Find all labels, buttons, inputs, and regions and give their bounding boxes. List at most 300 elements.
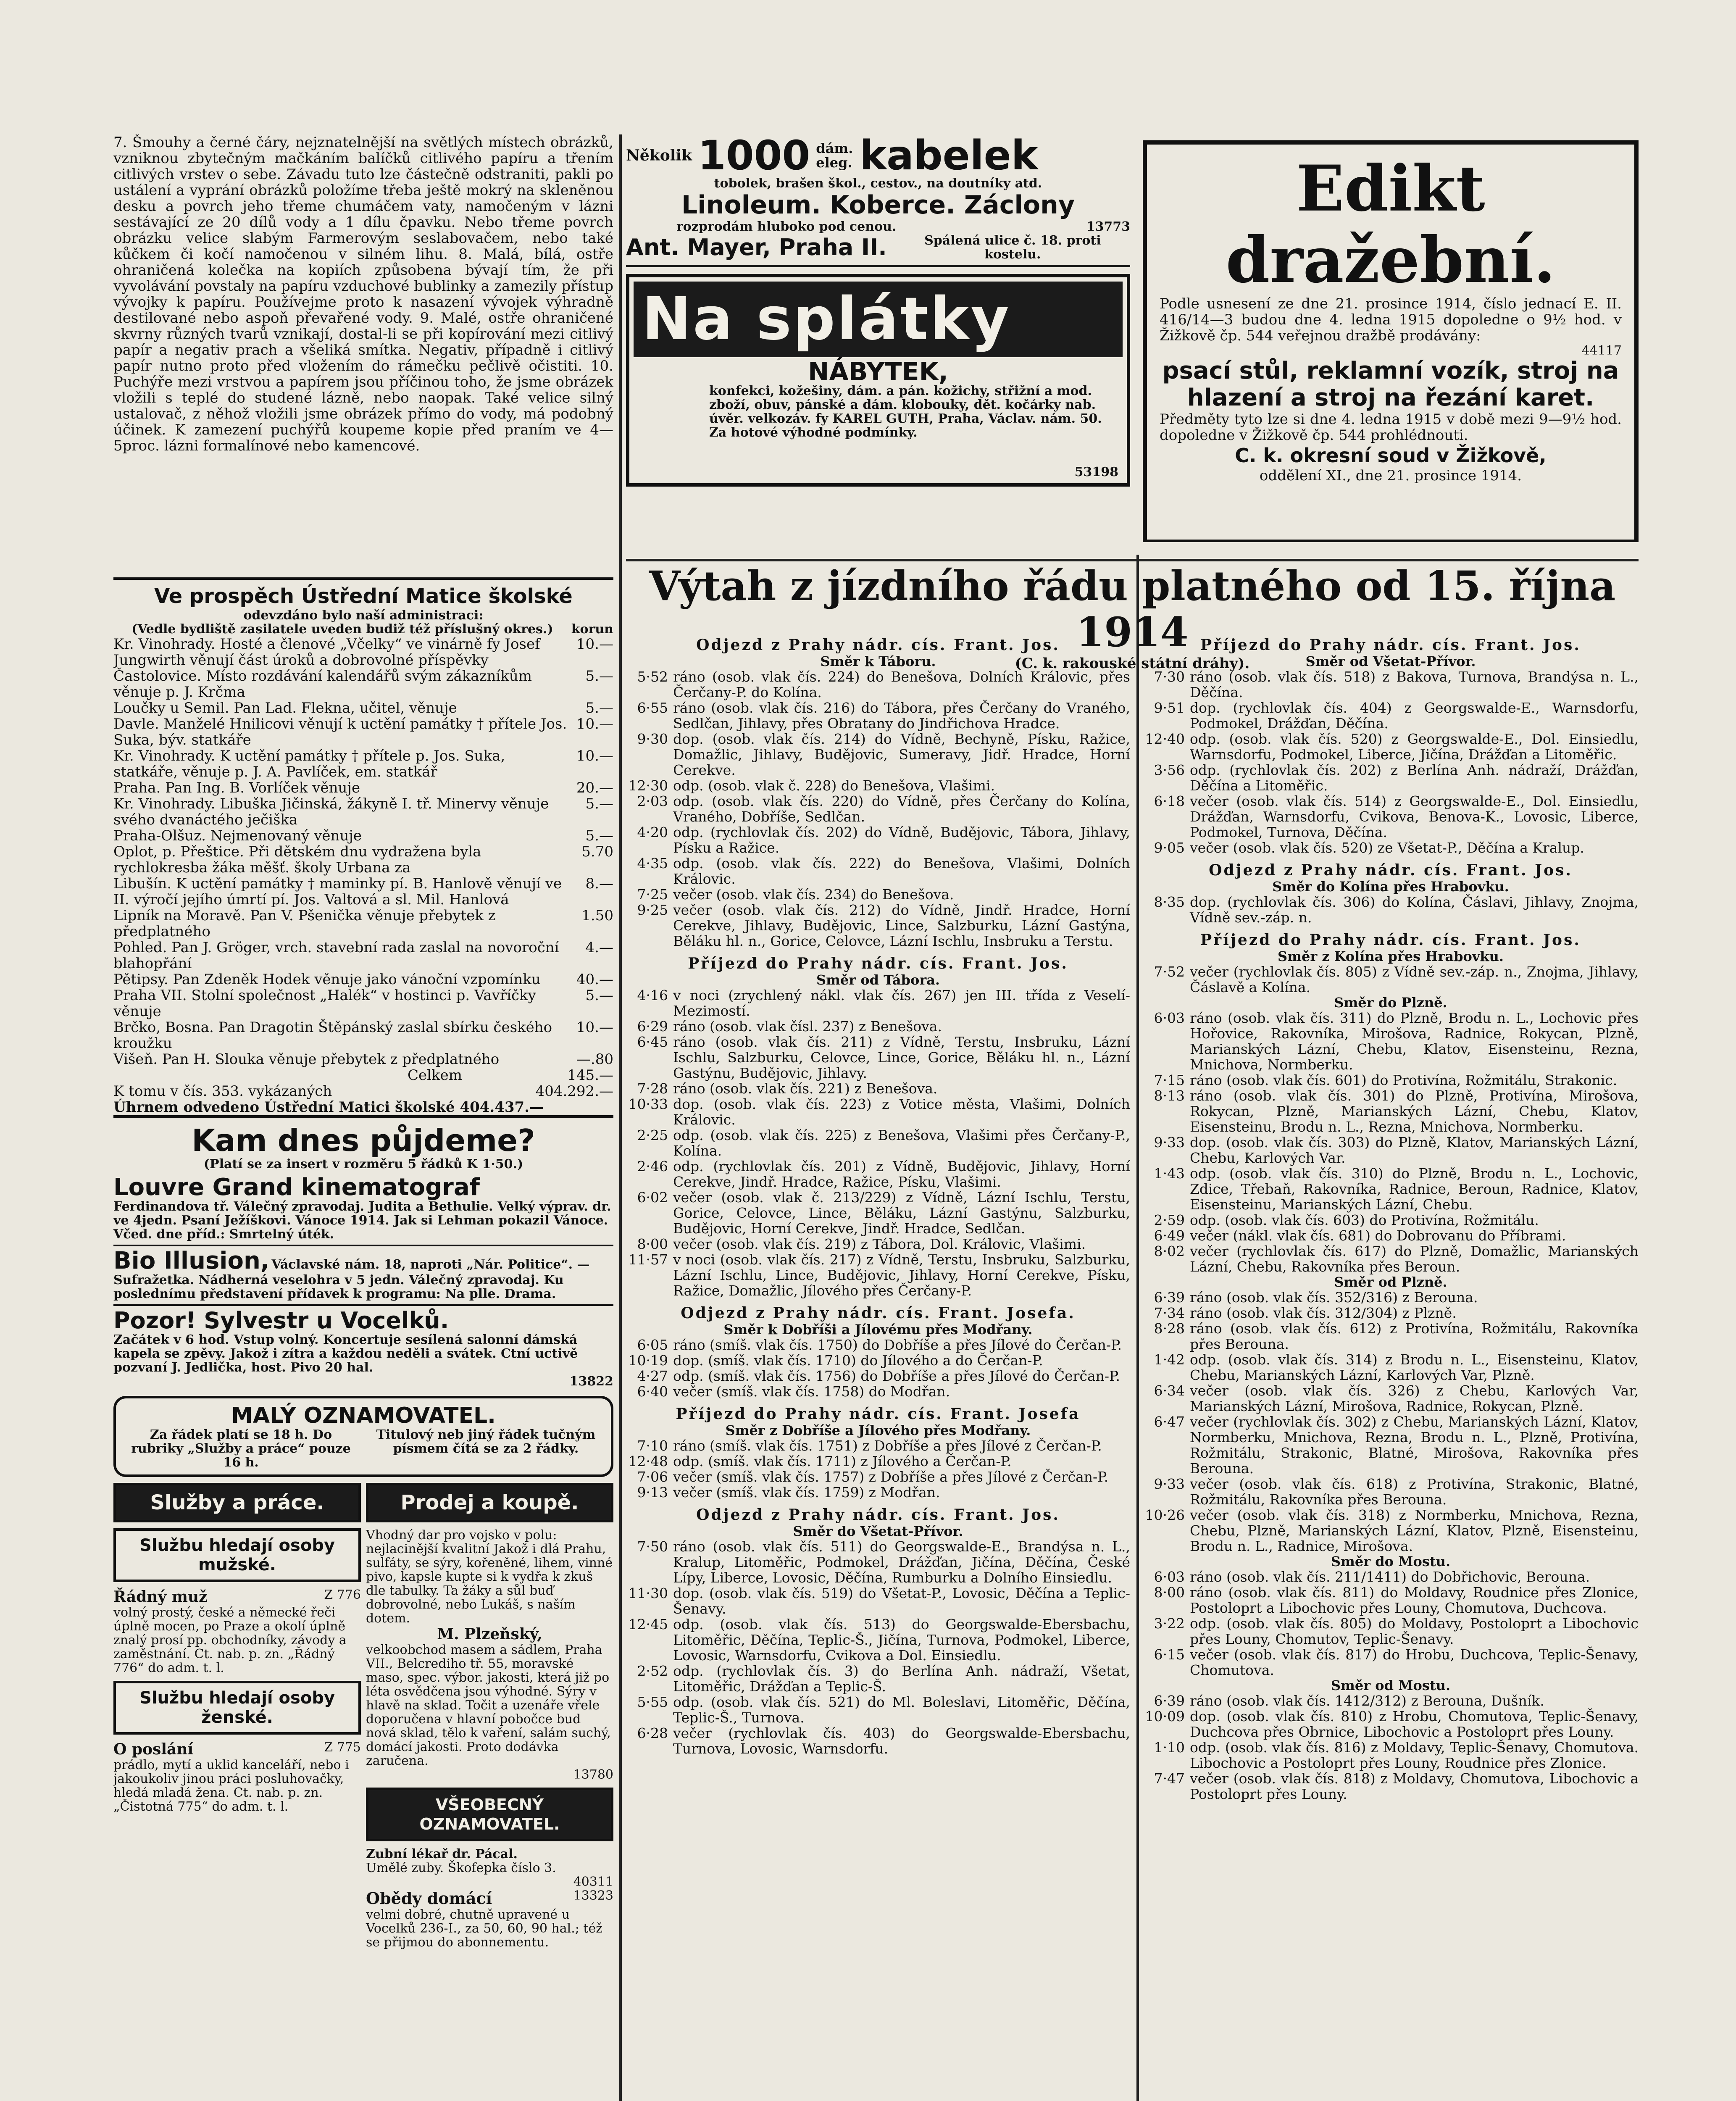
mayer-row [626,234,1130,267]
bio-text: Václavské nám. 18, naproti „Nár. Politice“. — Sufražetka. Nádherná veselohra v 5 jedn. Válečný zpravodaj. Ku poslednímu představení přídavek k programu: Na plle. Drama. [113,1257,590,1301]
train-time: 7·25 [637,886,668,903]
train-row [626,1539,1130,1585]
kam-dnes-section [113,1124,613,1388]
louvre-title: Louvre Grand kinematograf [113,1174,480,1201]
train-time: 6·03 [1154,1569,1185,1585]
donation-row [113,668,613,700]
train-row [626,1019,1130,1034]
train-time: 3·22 [1154,1615,1185,1632]
train-row [626,669,1130,700]
edikt-text2: Předměty tyto lze si dne 4. ledna 1915 v době mezi 9—9½ hod. dopoledne v Žižkově čp. 544 prohlédnouti. [1160,411,1622,444]
donation-row [113,796,613,828]
train-row [1143,1616,1639,1647]
train-time: 6·39 [1154,1693,1185,1709]
train-time: 12·48 [628,1453,668,1469]
tt-mid-sec5 [626,1506,1130,1756]
kam-dnes-note: (Platí se za insert v rozměru 5 řádků K 1·50.) [203,1157,523,1172]
train-description: večer (osob. vlak čís. 234) do Benešova. [673,886,954,903]
train-description: večer (rychlovlak čís. 617) do Plzně, Domažlic, Marianských Lázní, Chebu, Rakovníka přes Beroun. [1190,1243,1639,1275]
train-row [1143,1135,1639,1166]
section-subtitle: Směr do Všetat-Přívor. [793,1523,963,1539]
train-row [1143,1166,1639,1212]
celkem-label: Celkem [408,1067,462,1084]
train-time: 10·19 [628,1352,668,1369]
train-time: 6·45 [637,1034,668,1050]
train-time: 11·57 [628,1251,668,1268]
tt-right-sec1 [1143,636,1639,856]
pilsen-title: M. Plzeňský, [437,1625,542,1643]
train-description: večer (osob. vlak čís. 326) z Chebu, Karlových Var, Marianských Lázní, Mirošova, Radnice, Rokycan, Plzně. [1190,1382,1639,1414]
train-row [1143,700,1639,731]
classified-right [366,1483,613,1949]
louvre-text: Ferdinandova tř. Válečný zpravodaj. Judita a Bethulie. Velký výprav. dr. ve 4jedn. Psaní Ježíškovi. Vánoce 1914. Jak si Lehman pokazil Vánoce. Včed. dne příd.: Smrtelný úték. [113,1199,611,1242]
train-row [626,1725,1130,1756]
train-row [1143,1507,1639,1554]
train-time: 2·59 [1154,1212,1185,1228]
train-description: odp. (osob. vlak čís. 220) do Vídně, přes Čerčany do Kolína, Vraného, Dobříše, Sedlčan. [673,793,1130,825]
train-time: 9·33 [1154,1134,1185,1151]
train-row [626,1694,1130,1725]
train-row [626,1438,1130,1453]
train-rows [626,1539,1130,1756]
donation-row [113,636,613,668]
donation-amount: —.80 [576,1051,613,1068]
k-tomu-amount: 404.292.— [535,1083,613,1100]
train-rows [1143,1010,1639,1274]
train-time: 10·33 [628,1096,668,1112]
edikt-number: 44117 [1581,343,1622,358]
splatky-title: Na splátky [634,282,1123,357]
section-subtitle: Směr k Dobříši a Jílovému přes Modřany. [723,1322,1033,1337]
train-description: ráno (osob. vlak čís. 211) z Vídně, Terstu, Insbruku, Lázní Ischlu, Salzburku, Celovce, Lince, Gorice, Běláku hl. n., Lázní Gastýnu, Budějovic, Jihlavy. [673,1034,1130,1081]
train-time: 1·43 [1154,1165,1185,1182]
train-description: večer (smíš. vlak čís. 1758) do Modřan. [673,1383,950,1400]
train-description: dop. (rychlovlak čís. 306) do Kolína, Čáslavi, Jihlavy, Znojma, Vídně sev.-záp. n. [1190,894,1639,926]
tt-right-sec7 [1143,1678,1639,1802]
train-rows [626,987,1130,1298]
train-row [1143,793,1639,840]
train-time: 2·03 [637,793,668,809]
pilsen-text: velkoobchod masem a sádlem, Praha VII., Belcrediho tř. 55, moravské maso, spec. výbor. jakosti, která již po léta osvědčena jsou výhodné. Sýry v hlavě na sklad. Točit a uzenáře vřele doporučena v hlavní pobočce bud nová sklad, tělo k vaření, salám suchý, domácí jakosti. Proto dodávka zaručena. [366,1643,611,1768]
donation-text: Davle. Manželé Hnilicovi věnují k uctění památky † přítele Jos. Suka, býv. statkáře [113,716,567,748]
train-description: odp. (osob. vlak čís. 310) do Plzně, Brodu n. L., Lochovic, Zdice, Třebaň, Rakovníka, Radnice, Beroun, Radnice, Klatov, Eisensteinu, Marianských Lázní, Chebu. [1190,1165,1639,1213]
ad-muz-text: volný prostý, české a německé řeči úplně mocen, po Praze a okolí úplně znalý prosí pp. obchodníky, závody a zaměstnání. Ct. nab. p. zn. „Řádný 776“ do adm. t. l. [113,1605,347,1675]
train-row [626,1337,1130,1353]
train-description: večer (osob. vlak čís. 520) ze Všetat-P., Děčína a Kralup. [1190,840,1584,856]
kabelek-sub: tobolek, brašen škol., cestov., na doutníky atd. [714,176,1042,191]
train-description: ráno (osob. vlak čís. 311) do Plzně, Brodu n. L., Lochovic přes Hořovice, Rakovníka, Mirošova, Radnice, Rokycan, Plzně, Marianských Lázní, Chebu, Klatov, Eisensteinu, Rezna, Mnichova, Normberku. [1190,1010,1639,1073]
splatky-ad [626,274,1130,487]
train-rows [626,1438,1130,1500]
train-row [626,1469,1130,1485]
train-description: ráno (osob. vlak čís. 612) z Protivína, Rožmitálu, Rakovníka přes Berouna. [1190,1320,1639,1352]
train-time: 6·47 [1154,1414,1185,1430]
edikt-title: Edikt dražební. [1226,152,1556,297]
ad-muz-number: Z 776 [324,1588,361,1602]
train-row [626,1617,1130,1663]
edikt-court: C. k. okresní soud v Žižkově, [1235,444,1547,467]
train-description: odp. (osob. vlak čís. 603) do Protivína, Rožmitálu. [1190,1212,1539,1228]
donation-amount: 5.— [585,700,613,716]
train-description: večer (smíš. vlak čís. 1759) z Modřan. [673,1484,940,1501]
sluzbu-zenske: Službu hledají osoby ženské. [113,1681,361,1735]
train-description: ráno (osob. vlak čís. 301) do Plzně, Protivína, Mirošova, Rokycan, Plzně, Marianských Lázní, Chebu, Klatov, Eisensteinu, Brodu n. L., Rezna, Mnichova, Normberku. [1190,1087,1639,1135]
train-row [626,731,1130,778]
train-time: 4·35 [637,855,668,871]
donation-amount: 8.— [585,875,613,892]
celkem-amount: 145.— [567,1067,613,1084]
train-description: ráno (osob. vlak čís. 352/316) z Berouna. [1190,1289,1478,1306]
train-description: odp. (osob. vlak čís. 520) z Georgswalde-E., Dol. Einsiedlu, Warnsdorfu, Podmokel, Liberce, Jičína, Drážďan a Litoměřic. [1190,731,1639,763]
train-description: dop. (osob. vlak čís. 303) do Plzně, Klatov, Marianských Lázní, Chebu, Karlových Var. [1190,1134,1639,1166]
donation-row [113,716,613,748]
train-time: 8·00 [1154,1584,1185,1601]
train-row [1143,1414,1639,1476]
section-subtitle: Směr z Kolína přes Hrabovku. [1277,948,1504,964]
train-row [1143,1709,1639,1740]
edikt-department: oddělení XI., dne 21. prosince 1914. [1259,467,1522,484]
tt-right-sec2 [1143,861,1639,925]
section-title: Odjezd z Prahy nádr. cís. Frant. Jos. [1209,861,1573,879]
train-time: 9·13 [637,1484,668,1501]
donation-text: Praha. Pan Ing. B. Vorlíček věnuje [113,779,360,796]
bio-title: Bio Illusion, [113,1247,270,1274]
donation-text: Častolovice. Místo rozdávání kalendářů svým zákazníkům věnuje p. J. Krčma [113,668,532,700]
train-rows [626,669,1130,949]
train-row [626,700,1130,731]
matice-note: (Vedle bydliště zasilatele uveden budiž též příslušný okres.) [132,622,553,637]
train-row [1143,1383,1639,1414]
train-description: odp. (rychlovlak čís. 202) z Berlína Anh. nádraží, Drážďan, Děčína a Litoměřic. [1190,762,1639,794]
ad-poslan-number: Z 775 [324,1740,361,1755]
linoleum-sub: rozprodám hluboko pod cenou. [676,219,897,234]
train-description: ráno (osob. vlak čís. 601) do Protivína, Rožmitálu, Strakonic. [1190,1072,1618,1088]
donation-amount: 1.50 [581,907,613,924]
donation-amount: 4.— [585,939,613,956]
train-time: 9·25 [637,902,668,918]
donation-row [113,844,613,876]
train-time: 11·30 [628,1585,668,1601]
donation-text: Kr. Vinohrady. Libuška Jičinská, žákyně I. tř. Minervy věnuje svého dvanáctého ječiška [113,795,549,828]
donation-text: Lipník na Moravě. Pan V. Pšenička věnuje přebytek z předplatného [113,907,496,940]
section-subtitle: Směr od Tábora. [816,972,940,988]
train-time: 7·15 [1154,1072,1185,1088]
train-time: 8·02 [1154,1243,1185,1259]
section-title: Příjezd do Prahy nádr. cís. Frant. Josefa [676,1405,1081,1423]
donation-row [113,908,613,940]
k-tomu-label: K tomu v čís. 353. vykázaných [113,1083,332,1100]
donation-text: Praha-Olšuz. Nejmenovaný věnuje [113,827,362,844]
sluzbu-muzske: Službu hledají osoby mužské. [113,1528,361,1582]
train-time: 7·50 [637,1538,668,1555]
timetable-middle [626,630,1130,2101]
train-row [1143,1243,1639,1274]
train-description: odp. (rychlovlak čís. 201) z Vídně, Budějovic, Jihlavy, Horní Cerekve, Jindř. Hradce, Ražice, Písku, Vlašimi. [673,1158,1130,1190]
sluzby-header: Služby a práce. [113,1483,361,1522]
train-description: odp. (osob. vlak čís. 513) do Georgswalde-Ebersbachu, Litoměřic, Děčína, Teplic-Š., Jičína, Turnova, Podmokel, Liberce, Lovosic, Warnsdorfu, Cvikova a Dol. Einsiedlu. [673,1616,1130,1664]
train-row [1143,1228,1639,1243]
train-row [1143,731,1639,762]
train-description: večer (smíš. vlak čís. 1757) z Dobříše a přes Jílové z Čerčan-P. [673,1469,1109,1485]
train-rows [1143,1290,1639,1554]
train-description: večer (osob. vlak čís. 818) z Moldavy, Chomutova, Libochovic a Postoloprt přes Louny. [1190,1770,1639,1802]
classified-section [113,1483,613,1949]
left-column [113,134,613,2101]
donation-text: Brčko, Bosna. Pan Dragotin Štěpánský zaslal sbírku českého kroužku [113,1019,552,1052]
train-time: 7·10 [637,1438,668,1454]
prodej-header: Prodej a koupě. [366,1483,613,1522]
train-row [626,1034,1130,1081]
section-title: Příjezd do Prahy nádr. cís. Frant. Jos. [1200,931,1581,949]
train-description: odp. (osob. vlak č. 228) do Benešova, Vlašimi. [673,777,995,794]
ad-poslan-text: prádlo, mytí a uklid kanceláří, nebo i jakoukoliv jinou práci posluhovačky, hledá mladá žena. Ct. nab. p. zn. „Čistotná 775“ do adm. t. l. [113,1758,349,1814]
train-row [1143,762,1639,793]
donation-amount: 5.— [585,795,613,812]
train-time: 5·52 [637,669,668,685]
timetable-subtitle: (C. k. rakouské státní dráhy). [1015,655,1250,672]
train-row [626,902,1130,949]
donation-row [113,748,613,780]
donation-text: Loučky u Semil. Pan Lad. Flekna, učitel, věnuje [113,700,457,716]
train-description: dop. (osob. vlak čís. 214) do Vídně, Bechyně, Písku, Ražice, Domažlic, Jihlavy, Budějovic, Sumeravy, Jidř. Hradce, Horní Cerekve. [673,731,1130,778]
column-rule-left [619,134,622,2101]
classified-left [113,1483,361,1949]
train-time: 12·45 [628,1616,668,1632]
train-row [626,1190,1130,1236]
tt-mid-sec1 [626,636,1130,949]
edikt-box [1143,140,1639,542]
donation-text: Višeň. Pan H. Slouka věnuje přebytek z předplatného [113,1051,500,1068]
train-time: 12·30 [628,777,668,794]
train-description: odp. (osob. vlak čís. 225) z Benešova, Vlašimi přes Čerčany-P., Kolína. [673,1127,1130,1159]
nabytek-title: NÁBYTEK, [808,357,948,387]
dentist-text: Umělé zuby. Škofepka číslo 3. [366,1861,556,1875]
train-row [626,778,1130,793]
train-row [1143,894,1639,925]
linoleum-number: 13773 [1086,219,1130,234]
section-subtitle: Směr do Kolína přes Hrabovku. [1272,879,1509,895]
train-time: 9·51 [1154,700,1185,716]
donation-list [113,636,613,1067]
uhrnem-line: Úhrnem odvedeno Ústřední Matici školské 404.437.— [113,1099,613,1118]
donation-amount: 10.— [576,636,613,653]
train-description: večer (rychlovlak čís. 805) z Vídně sev.-záp. n., Znojma, Jihlavy, Čáslavě a Kolína. [1190,964,1639,995]
train-row [1143,1212,1639,1228]
donation-text: Kr. Vinohrady. K uctění památky † přítele p. Jos. Suka, statkáře, věnuje p. J. A. Pavlíček, em. statkář [113,748,505,780]
obedy-title [366,1889,613,1908]
train-time: 6·28 [637,1725,668,1741]
tt-right-sec3 [1143,931,1639,995]
maly-right: Titulový neb jiný řádek tučným písmem čítá se za 2 řádky. [376,1427,596,1456]
train-row [626,1127,1130,1158]
train-description: odp. (osob. vlak čís. 816) z Moldavy, Teplic-Šenavy, Chomutova. Libochovic a Postoloprt přes Louny, Roudnice přes Zlonice. [1190,1739,1639,1771]
maly-oznamovatel [113,1396,613,1477]
train-description: odp. (osob. vlak čís. 521) do Ml. Boleslavi, Litoměřic, Děčína, Teplic-Š., Turnova. [673,1694,1130,1726]
donation-row [113,876,613,908]
train-time: 6·34 [1154,1382,1185,1399]
train-description: večer (nákl. vlak čís. 681) do Dobrovanu do Příbrami. [1190,1227,1566,1244]
train-description: ráno (osob. vlak čís. 511) do Georgswalde-E., Brandýsa n. L., Kralup, Litoměřic, Podmokel, Drážďan, Jičína, Děčína, České Lípy, Liberce, Lovosic, Děčína, Rumburku a Dolního Einsiedlu. [673,1538,1130,1586]
dentist-title: Zubní lékař dr. Pácal. [366,1847,518,1861]
donation-text: Pohled. Pan J. Gröger, vrch. stavební rada zaslal na novoroční blahopřání [113,939,559,972]
linoleum-line: Linoleum. Koberce. Záclony [681,190,1075,220]
donation-row [113,940,613,972]
section-subtitle: Směr od Všetat-Přívor. [1305,653,1476,669]
tt-right-sec5 [1143,1274,1639,1554]
linoleum-sub-row [626,220,1130,234]
train-row [1143,1072,1639,1088]
train-time: 9·33 [1154,1476,1185,1492]
train-time: 8·00 [637,1236,668,1252]
train-description: ráno (osob. vlak čís. 216) do Tábora, přes Čerčany do Vraného, Sedlčan, Jihlavy, přes Obratany do Jindřichova Hradce. [673,700,1130,732]
train-time: 9·05 [1154,840,1185,856]
bio-block [113,1245,613,1301]
train-row [626,824,1130,856]
train-rows [1143,1569,1639,1678]
train-time: 6·29 [637,1018,668,1035]
obedy-title-text: Obědy domácí [366,1889,492,1908]
train-row [626,1663,1130,1694]
train-row [1143,1010,1639,1072]
train-time: 10·09 [1145,1708,1185,1725]
matice-section [113,577,613,1118]
train-description: ráno (osob. vlak čís. 224) do Benešova, Dolních Královic, přes Čerčany-P. do Kolína. [673,669,1130,700]
photo-tips-article: 7. Šmouhy a černé čáry, nejznatelnější na světlých místech obrázků, vzniknou zbytečným mačkáním balíčků citlivého papíru a třením citlivých vrstev o sebe. Závadu tuto lze částečně odstraniti, pakli po ustálení a vyprání obrázků položíme třeba ještě mokrý na skleněnou desku a povrch jeho třeme chumáčem vaty, namočeným v lázni sestávající ze 20 dílů vody a 1 dílu čpavku. Nebo třeme povrch obrázku velice slabým Farmerovým seslabovačem, nebo také kůčkem či kočí namočenou v silném lihu. 8. Malá, bílá, ostře ohraničená kolečka na kopiích způsobena bývají tím, že při vyvolávání povstaly na papíru vzduchové bublinky a zamezily přístup vývojky k papíru. Používejme proto k nasazení vývojek výhradně destilované nebo aspoň převařené vody. 9. Malé, ostře ohraničené skvrny různých tvarů vznikají, dostal-li se při kopírování mezi citlivý papír a negativ prach a všeliká smítka. Negativ, případně i citlivý papír nutno proto před vložením do rámečku pečlivě očistiti. 10. Puchýře mezi vrstvou a papírem jsou příčinou toho, že jsme obrázek vložili s teplé do studené lázně, nebo naopak. Také velice silný ustalovač, z něhož vložili jsme obrázek přímo do vody, má podobný účinek. K zamezení puchýřů koupeme kopie před praním ve 4—5proc. lázni formalínové nebo kamencové. [113,134,613,454]
train-time: 4·27 [637,1368,668,1384]
train-row [1143,1585,1639,1616]
train-row [626,1585,1130,1617]
maly-left: Za řádek platí se 18 h. Do rubriky „Služby a práce“ pouze 16 h. [131,1427,351,1470]
train-description: ráno (osob. vlak čísl. 237) z Benešova. [673,1018,942,1035]
train-time: 6·40 [637,1383,668,1400]
nabytek-number: 53198 [1074,465,1118,479]
train-description: odp. (rychlovlak čís. 202) do Vídně, Budějovic, Tábora, Jihlavy, Písku a Ražice. [673,824,1130,856]
train-description: odp. (smíš. vlak čís. 1756) do Dobříše a přes Jílové do Čerčan-P. [673,1368,1121,1384]
train-row [1143,1569,1639,1585]
train-row [1143,1321,1639,1352]
donation-amount: 10.— [576,716,613,732]
train-row [626,793,1130,824]
mayer-name: Ant. Mayer, Praha II. [626,234,887,261]
train-row [626,1353,1130,1368]
train-description: ráno (osob. vlak čís. 312/304) z Plzně. [1190,1305,1457,1321]
matice-title: Ve prospěch Ústřední Matice školské [154,584,573,608]
train-row [1143,1740,1639,1771]
tt-mid-sec4 [626,1405,1130,1500]
train-time: 4·20 [637,824,668,840]
train-time: 8·35 [1154,894,1185,910]
train-row [626,1485,1130,1500]
train-time: 7·34 [1154,1305,1185,1321]
donation-row [113,828,613,844]
train-description: odp. (smíš. vlak čís. 1711) z Jílového a Čerčan-P. [673,1453,1012,1469]
train-description: večer (osob. vlak čís. 514) z Georgswalde-E., Dol. Einsiedlu, Drážďan, Warnsdorfu, Cvikova, Benova-K., Lovosic, Liberce, Podmokel, Turnova, Děčína. [1190,793,1639,840]
k-tomu-row [113,1083,613,1099]
obedy-number: 13323 [573,1888,613,1903]
train-description: ráno (osob. vlak čís. 1412/312) z Berouna, Dušník. [1190,1693,1544,1709]
section-title: Odjezd z Prahy nádr. cís. Frant. Josefa. [681,1304,1076,1322]
timetable-title: Výtah z jízdního řádu platného od 15. října 1914 [649,562,1616,656]
timetable-top-rule [626,559,1639,561]
train-description: večer (osob. vlak č. 213/229) z Vídně, Lázní Ischlu, Terstu, Gorice, Celovce, Lince, Běláku, Lázní Gastýnu, Salzburku, Budějovic, Horní Cerekve, Jindř. Hradce, Sedlčan. [673,1189,1130,1237]
train-description: ráno (osob. vlak čís. 811) do Moldavy, Roudnice přes Zlonice, Postoloprt a Libochovic přes Louny, Chomutova, Duchcova. [1190,1584,1639,1616]
train-time: 5·55 [637,1694,668,1710]
train-time: 4·16 [637,987,668,1003]
pozor-number: 13822 [569,1374,613,1389]
train-description: v noci (zrychlený nákl. vlak čís. 267) jen III. třída z Veselí-Mezimostí. [673,987,1130,1019]
train-description: večer (osob. vlak čís. 618) z Protivína, Strakonic, Blatné, Rožmitálu, Rakovníka přes Berouna. [1190,1476,1639,1508]
section-title: Odjezd z Prahy nádr. cís. Frant. Jos. [696,636,1060,654]
train-row [626,1081,1130,1096]
train-row [1143,669,1639,700]
ad-muz [113,1588,361,1675]
prodej-text: Vhodný dar pro vojsko v polu: nejlacinější kvalitní Jakož i dlá Prahu, sulfáty, se sýry, kořeněné, lihem, vinné pivo, kapsle kupte si k vydřa k zkuš dle tabulky. Ta žáky a sůl buď dobrovolné, nebo Lukáš, s naším dotem. [366,1528,613,1626]
donation-amount: 5.— [585,827,613,844]
kabelek-number: 1000 [698,134,810,179]
train-rows [1143,669,1639,856]
train-time: 6·39 [1154,1289,1185,1306]
train-row [626,1236,1130,1252]
section-subtitle: Směr od Mostu. [1331,1677,1451,1693]
donation-row [113,700,613,716]
train-description: ráno (osob. vlak čís. 211/1411) do Dobřichovic, Berouna. [1190,1569,1590,1585]
section-title: Odjezd z Prahy nádr. cís. Frant. Jos. [696,1506,1060,1524]
donation-amount: 40.— [576,971,613,988]
train-time: 6·03 [1154,1010,1185,1026]
donation-text: Kr. Vinohrady. Hosté a členové „Včelky“ ve vinárně fy Josef Jungwirth věnují část úroků a dobrovolné příspěvky [113,636,540,669]
section-subtitle: Směr od Plzně. [1334,1274,1447,1290]
tt-mid-sec2 [626,955,1130,1298]
kabelek-word: kabelek [860,134,1038,179]
edikt-ad [1143,134,1639,542]
train-row [1143,964,1639,995]
train-description: večer (rychlovlak čís. 403) do Georgswalde-Ebersbachu, Turnova, Lovosic, Warnsdorfu. [673,1725,1130,1757]
edikt-text: Podle usnesení ze dne 21. prosince 1914, číslo jednací E. II. 416/14—3 budou dne 4. ledna 1915 dopoledne o 9½ hod. v Žižkově čp. 544 veřejnou dražbě prodávány: [1160,295,1622,344]
matice-header [113,622,613,636]
train-time: 6·55 [637,700,668,716]
train-description: v noci (osob. vlak čís. 217) z Vídně, Terstu, Insbruku, Salzburku, Lázní Ischlu, Lince, Budějovic, Jihlavy, Horní Cerekve, Písku, Ražice, Domažlic, Jílového přes Čerčany-P. [673,1251,1130,1299]
section-subtitle: Směr do Mostu. [1331,1553,1451,1569]
train-time: 9·30 [637,731,668,747]
donation-amount: 20.— [576,779,613,796]
train-row [626,887,1130,902]
nabytek-text: konfekci, kožešiny, dám. a pán. kožichy, střižní a mod. zboží, obuv, pánské a dám. klobouky, dět. kočárky nab. úvěr. velkozáv. fy KAREL GUTH, Praha, Václav. nám. 50. Za hotové výhodné podmínky. [709,384,1102,440]
train-row [626,1252,1130,1298]
ad-muz-title: Řádný muž [113,1588,208,1606]
donation-amount: 5.— [585,668,613,685]
train-time: 6·18 [1154,793,1185,809]
train-rows [626,1337,1130,1399]
vseobecny-oznamovatel: VŠEOBECNÝ OZNAMOVATEL. [366,1788,613,1841]
mid-ads [626,134,1130,555]
donation-text: Praha VII. Stolní společnost „Halék“ v hostinci p. Vavříčky věnuje [113,987,536,1020]
train-row [1143,1290,1639,1305]
donation-amount: 5.70 [581,843,613,860]
matice-unit: korun [571,622,613,637]
train-time: 2·25 [637,1127,668,1143]
train-row [1143,1693,1639,1709]
train-description: ráno (osob. vlak čís. 518) z Bakova, Turnova, Brandýsa n. L., Děčína. [1190,669,1639,700]
donation-row [113,972,613,987]
train-description: odp. (osob. vlak čís. 314) z Brodu n. L., Eisensteinu, Klatov, Chebu, Marianských Lázní, Karlových Var, Plzně. [1190,1351,1639,1383]
obedy-text: velmi dobré, chutně upravené u Vocelků 236-I., za 50, 60, 90 hal.; též se přijmou do abonnementu. [366,1907,603,1950]
train-row [1143,1088,1639,1135]
train-time: 6·15 [1154,1646,1185,1663]
train-time: 10·26 [1145,1507,1185,1523]
train-description: dop. (osob. vlak čís. 223) z Votice města, Vlašimi, Dolních Královic. [673,1096,1130,1128]
ad-poslan [113,1740,361,1814]
train-time: 7·06 [637,1469,668,1485]
